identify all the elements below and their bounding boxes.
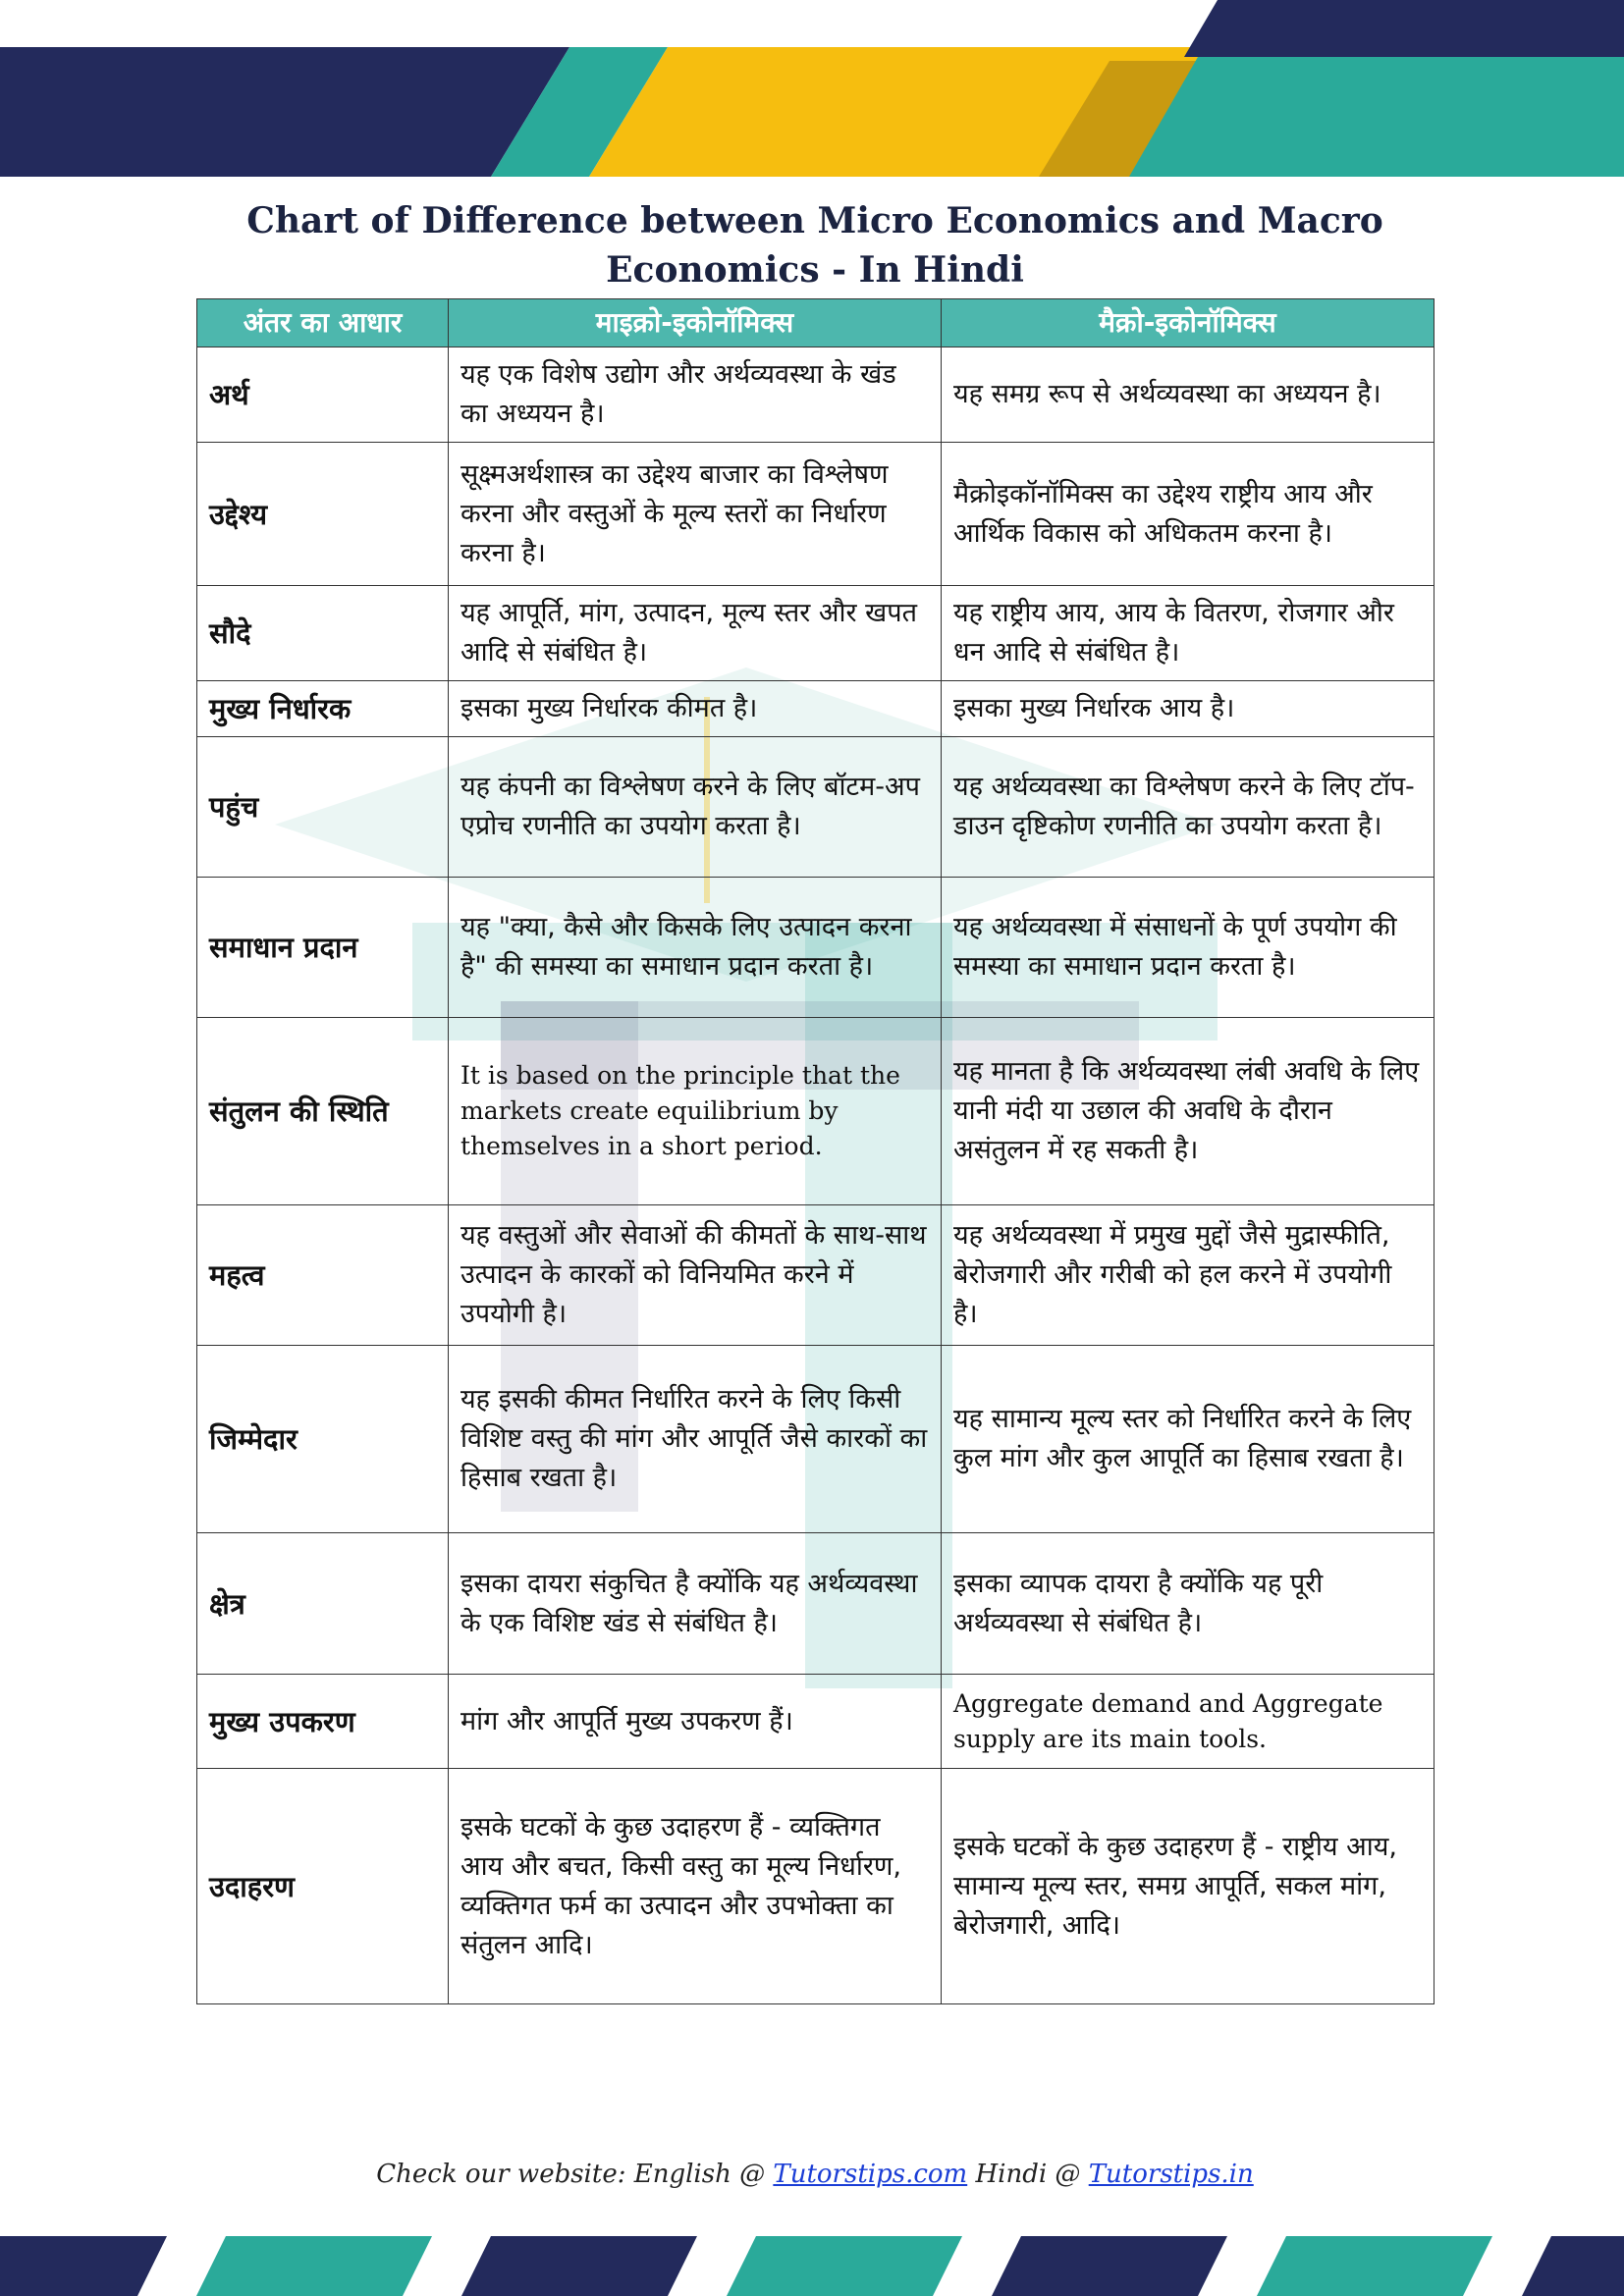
row-micro: इसका मुख्य निर्धारक कीमत है। [449, 681, 942, 737]
row-basis: संतुलन की स्थिति [197, 1018, 449, 1205]
row-micro: यह इसकी कीमत निर्धारित करने के लिए किसी विशिष्ट वस्तु की मांग और आपूर्ति जैसे कारकों का हिसाब रखता है। [449, 1346, 942, 1533]
row-macro: इसका व्यापक दायरा है क्योंकि यह पूरी अर्थव्यवस्था से संबंधित है। [942, 1533, 1435, 1675]
table-row [197, 586, 1435, 681]
footer-prefix: Check our website: English @ [376, 2160, 774, 2189]
row-macro: इसके घटकों के कुछ उदाहरण हैं - राष्ट्रीय आय, सामान्य मूल्य स्तर, समग्र आपूर्ति, सकल मांग, बेरोजगारी, आदि। [942, 1769, 1435, 2004]
table-header-row [197, 299, 1435, 347]
row-basis: अर्थ [197, 347, 449, 443]
table-row [197, 1533, 1435, 1675]
footer-middle: Hindi @ [967, 2160, 1089, 2189]
row-macro: यह समग्र रूप से अर्थव्यवस्था का अध्ययन है। [942, 347, 1435, 443]
row-micro: सूक्ष्मअर्थशास्त्र का उद्देश्य बाजार का विश्लेषण करना और वस्तुओं के मूल्य स्तरों का निर्धारण करना है। [449, 443, 942, 586]
row-micro: यह वस्तुओं और सेवाओं की कीमतों के साथ-साथ उत्पादन के कारकों को विनियमित करने में उपयोगी है। [449, 1205, 942, 1346]
table-row [197, 737, 1435, 878]
link-hindi-site[interactable]: Tutorstips.in [1088, 2160, 1254, 2189]
table-row [197, 1346, 1435, 1533]
row-macro: यह अर्थव्यवस्था में संसाधनों के पूर्ण उपयोग की समस्या का समाधान प्रदान करता है। [942, 878, 1435, 1018]
table-row [197, 1675, 1435, 1769]
row-basis: समाधान प्रदान [197, 878, 449, 1018]
row-macro: यह सामान्य मूल्य स्तर को निर्धारित करने के लिए कुल मांग और कुल आपूर्ति का हिसाब रखता है। [942, 1346, 1435, 1533]
row-basis: उद्देश्य [197, 443, 449, 586]
table-row [197, 1769, 1435, 2004]
row-basis: जिम्मेदार [197, 1346, 449, 1533]
row-micro: यह एक विशेष उद्योग और अर्थव्यवस्था के खंड का अध्ययन है। [449, 347, 942, 443]
row-micro: मांग और आपूर्ति मुख्य उपकरण हैं। [449, 1675, 942, 1769]
row-basis: पहुंच [197, 737, 449, 878]
row-basis: सौदे [197, 586, 449, 681]
row-macro: यह राष्ट्रीय आय, आय के वितरण, रोजगार और धन आदि से संबंधित है। [942, 586, 1435, 681]
header-macro: मैक्रो-इकोनॉमिक्स [942, 299, 1435, 347]
table-row [197, 1018, 1435, 1205]
row-basis: उदाहरण [197, 1769, 449, 2004]
table-row [197, 347, 1435, 443]
row-micro: इसका दायरा संकुचित है क्योंकि यह अर्थव्यवस्था के एक विशिष्ट खंड से संबंधित है। [449, 1533, 942, 1675]
row-macro: Aggregate demand and Aggregate supply are its main tools. [942, 1675, 1435, 1769]
header-micro: माइक्रो-इकोनॉमिक्स [449, 299, 942, 347]
page-title: Chart of Difference between Micro Economics and Macro Economics - In Hindi [246, 200, 1383, 291]
row-macro: यह मानता है कि अर्थव्यवस्था लंबी अवधि के लिए यानी मंदी या उछाल की अवधि के दौरान असंतुलन में रह सकती है। [942, 1018, 1435, 1205]
link-english-site[interactable]: Tutorstips.com [773, 2160, 968, 2189]
row-macro: यह अर्थव्यवस्था का विश्लेषण करने के लिए टॉप-डाउन दृष्टिकोण रणनीति का उपयोग करता है। [942, 737, 1435, 878]
row-micro: यह आपूर्ति, मांग, उत्पादन, मूल्य स्तर और खपत आदि से संबंधित है। [449, 586, 942, 681]
row-macro: इसका मुख्य निर्धारक आय है। [942, 681, 1435, 737]
row-basis: क्षेत्र [197, 1533, 449, 1675]
row-micro: इसके घटकों के कुछ उदाहरण हैं - व्यक्तिगत आय और बचत, किसी वस्तु का मूल्य निर्धारण, व्यक्तिगत फर्म का उत्पादन और उपभोक्ता का संतुलन आदि। [449, 1769, 942, 2004]
row-basis: महत्व [197, 1205, 449, 1346]
bottom-banner [0, 2192, 1624, 2296]
row-macro: यह अर्थव्यवस्था में प्रमुख मुद्दों जैसे मुद्रास्फीति, बेरोजगारी और गरीबी को हल करने में उपयोगी है। [942, 1205, 1435, 1346]
header-basis: अंतर का आधार [197, 299, 449, 347]
table-row [197, 443, 1435, 586]
row-micro: यह "क्या, कैसे और किसके लिए उत्पादन करना है" की समस्या का समाधान प्रदान करता है। [449, 878, 942, 1018]
row-basis: मुख्य उपकरण [197, 1675, 449, 1769]
row-basis: मुख्य निर्धारक [197, 681, 449, 737]
top-banner [0, 0, 1624, 177]
table-row [197, 681, 1435, 737]
row-macro: मैक्रोइकॉनॉमिक्स का उद्देश्य राष्ट्रीय आय और आर्थिक विकास को अधिकतम करना है। [942, 443, 1435, 586]
footer [196, 2160, 1434, 2189]
row-micro: It is based on the principle that the markets create equilibrium by themselves in a short period. [449, 1018, 942, 1205]
table-row [197, 878, 1435, 1018]
comparison-table [196, 298, 1435, 2004]
table-row [197, 1205, 1435, 1346]
row-micro: यह कंपनी का विश्लेषण करने के लिए बॉटम-अप एप्रोच रणनीति का उपयोग करता है। [449, 737, 942, 878]
